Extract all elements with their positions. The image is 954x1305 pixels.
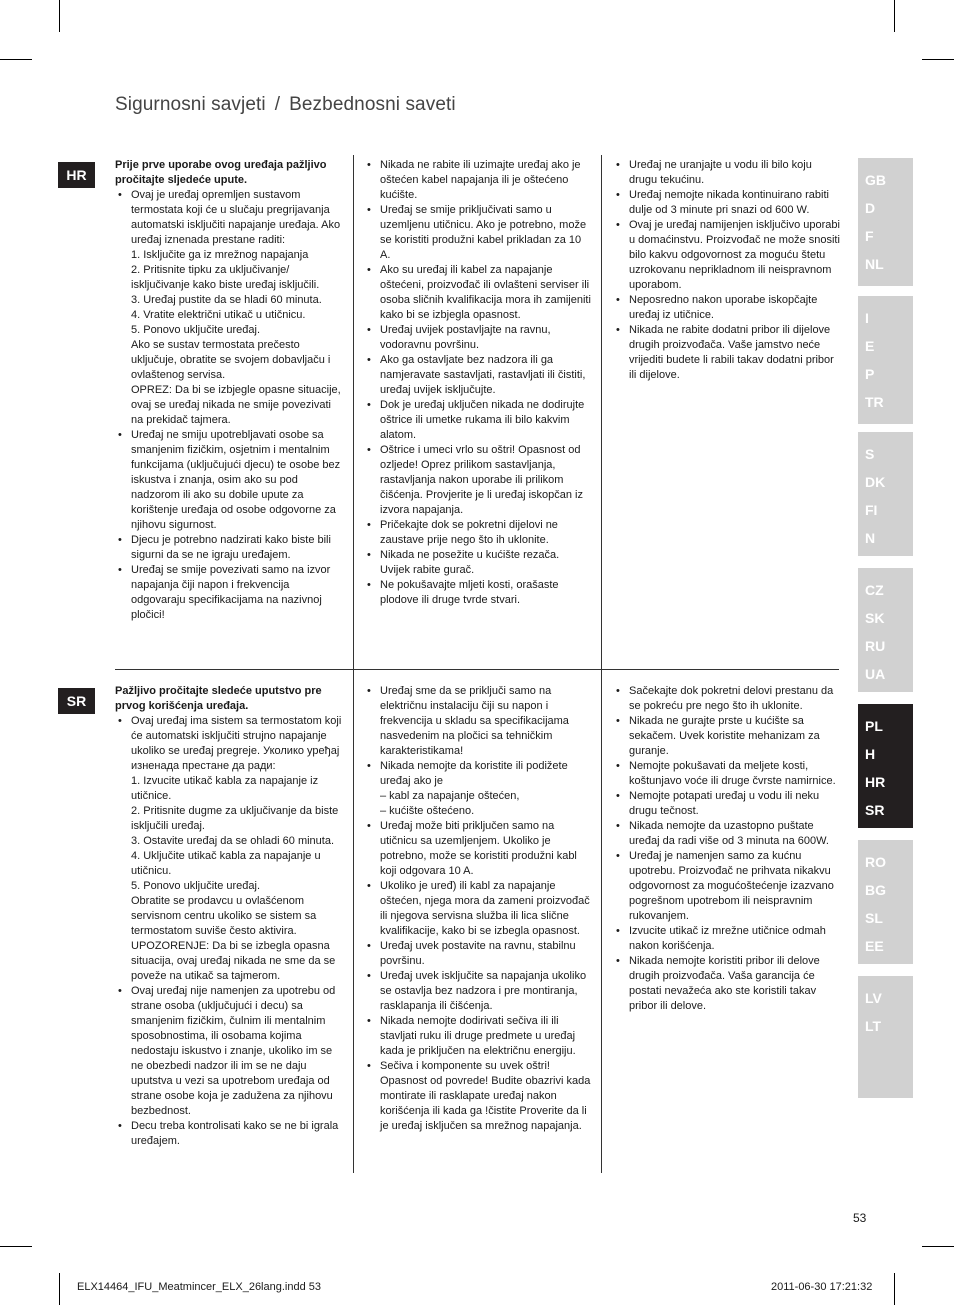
footer-datetime: 2011-06-30 17:21:32 xyxy=(771,1281,873,1293)
list-item xyxy=(613,684,843,714)
list-item xyxy=(364,819,592,879)
list-item xyxy=(115,188,342,428)
language-tab-group[interactable] xyxy=(858,432,913,556)
crop-mark xyxy=(922,59,954,60)
language-tab-group[interactable] xyxy=(858,976,913,1098)
list-item-line: • Uređaj nemojte nikada kontinuirano rabiti dulje od 3 minute pri snazi od 600 W. xyxy=(629,189,829,216)
language-tab-group[interactable] xyxy=(858,704,913,828)
page-number: 53 xyxy=(853,1211,867,1225)
sr-col3-list xyxy=(613,684,843,1014)
list-item-line: 2. Pritisnite dugme za uključivanje da biste isključili uređaj. xyxy=(131,805,339,832)
list-item xyxy=(364,939,592,969)
list-item-line: • Ovaj je uređaj namijenjen isključivo uporabi u domaćinstvu. Proizvođač ne može snositi bilo kakvu odgovornost za moguću štetu uzrokovanu neprikladnom ili neispravnom uporabom. xyxy=(629,219,840,291)
list-item-line: 1. Izvucite utikač kabla za napajanje iz utičnice. xyxy=(131,775,319,802)
hr-lead-text: Prije prve uporabe ovog uređaja pažljivo pročitajte sljedeće upute. xyxy=(115,159,327,186)
language-code: SR xyxy=(865,802,885,818)
language-code: FI xyxy=(865,502,878,518)
list-item-line: • Ovaj uređaj nije namenjen za upotrebu od strane osoba (uključujući i decu) sa smanjenim fizičkim, čulnim ili mentalnim sposobnostima, ili osobama kojima nedostaju iskustvo i znanje, ukoliko im se ne obezbedi nadzor ili im se ne daju uputstva u vezi sa upotrebom uređaja od strane osobe koja je zadužena za njihovu bezbednost. xyxy=(131,985,336,1117)
language-code: S xyxy=(865,446,875,462)
list-item xyxy=(364,759,592,819)
list-item-line: • Ovaj uređaj ima sistem sa termostatom koji će automatski isključiti strujno napajanje ukoliko se uređaj pregreje. Уколико урeђај изненада престане да ради: xyxy=(131,715,342,772)
list-item-line: • Decu treba kontrolisati kako se ne bi igrala uređajem. xyxy=(131,1120,339,1147)
list-item xyxy=(364,879,592,939)
list-item-line: 4. Uključite utikač kabla za napajanje u utičnicu. xyxy=(131,850,321,877)
list-item-line: • Nemojte pokušavati da meljete kosti, koštunjavo voće ili druge čvrste namirnice. xyxy=(629,760,836,787)
sr-column-2 xyxy=(364,684,592,1134)
list-item-line: • Oštrice i umeci vrlo su oštri! Opasnost od ozljede! Oprez prilikom sastavljanja, rastavljanja nakon uporabe ili prilikom čišćenja. Provjerite je li uređaj iskopčan iz izvora napajanja. xyxy=(380,444,583,516)
list-item-line: • Pričekajte dok se pokretni dijelovi ne zaustave prije nego što ih uklonite. xyxy=(380,519,558,546)
hr-language-badge: HR xyxy=(58,162,95,188)
list-item-line: 3. Ostavite uređaj da se ohladi 60 minuta. xyxy=(131,835,335,847)
crop-mark xyxy=(0,59,32,60)
language-code: H xyxy=(865,746,876,762)
crop-mark xyxy=(0,1246,32,1247)
list-item-line: • Uređaj uvek postavite na ravnu, stabilnu površinu. xyxy=(380,940,576,967)
list-item-line: OPREZ: Da bi se izbjegle opasne situacije, ovaj se uređaj nikada ne smije povezivati na prekidač tajmera. xyxy=(131,384,341,426)
hr-column-2 xyxy=(364,158,592,608)
language-code: HR xyxy=(865,774,886,790)
list-item-line: • Ako su uređaj ili kabel za napajanje oštećeni, proizvođač ili ovlašteni serviser ili osoba sličnih kvalifikacija mora ih zamijeniti kako bi se izbjegla opasnost. xyxy=(380,264,591,321)
list-item-line: • Ukoliko je uređ) ili kabl za napajanje oštećen, njega mora da zameni proizvođač ili njegova servisna služba ili lica slične kvalifikacije, kako bi se izbegla opasnost. xyxy=(380,880,590,937)
language-code: BG xyxy=(865,882,886,898)
list-item xyxy=(364,1059,592,1134)
sr-column-3 xyxy=(613,684,843,1014)
list-item xyxy=(115,563,342,623)
language-code: N xyxy=(865,530,876,546)
sr-language-badge: SR xyxy=(58,688,95,714)
list-item xyxy=(364,1014,592,1059)
list-item-line: • Nikada ne gurajte prste u kućište sa sekačem. Uvek koristite mehanizam za guranje. xyxy=(629,715,820,757)
list-item xyxy=(613,954,843,1014)
list-item-line: 3. Uređaj pustite da se hladi 60 minuta. xyxy=(131,294,322,306)
title-left: Sigurnosni savjeti xyxy=(115,94,266,115)
list-item-line: • Djecu je potrebno nadzirati kako biste bili sigurni da se ne igraju uređajem. xyxy=(131,534,331,561)
language-code: I xyxy=(865,310,869,326)
list-item-line: • Nikada nemojte da uzastopno puštate uređaj da radi više od 3 minuta na 600W. xyxy=(629,820,829,847)
list-item xyxy=(364,398,592,443)
list-item xyxy=(613,714,843,759)
language-code: E xyxy=(865,338,875,354)
list-item xyxy=(115,1119,342,1149)
list-item-line: • Dok je uređaj uključen nikada ne dodirujte oštrice ili umetke rukama ili bilo kakvim alatom. xyxy=(380,399,585,441)
crop-mark xyxy=(59,0,60,32)
sr-col2-list xyxy=(364,684,592,1134)
list-item-line: • Izvucite utikač iz mrežne utičnice odmah nakon korišćenja. xyxy=(629,925,826,952)
list-item xyxy=(115,714,342,984)
list-item-line: • Uređaj se smije priključivati samo u uzemljenu utičnicu. Ako je potrebno, može se koristiti produžni kabel prikladan za 10 A. xyxy=(380,204,587,261)
list-item-line: • Uređaj ne uranjajte u vodu ili bilo koju drugu tekućinu. xyxy=(629,159,812,186)
hr-col3-list xyxy=(613,158,843,383)
list-item xyxy=(613,924,843,954)
list-item-line: 2. Pritisnite tipku za uključivanje/ isključivanje kako biste uređaj isključili. xyxy=(131,264,320,291)
language-tab-group[interactable] xyxy=(858,840,913,964)
list-item xyxy=(613,293,843,323)
language-code: DK xyxy=(865,474,886,490)
list-item xyxy=(115,984,342,1119)
list-item-line: • Uređaj uvijek postavljajte na ravnu, vodoravnu površinu. xyxy=(380,324,551,351)
list-item-line: • Nikada nemojte koristiti pribor ili delove drugih proizvođača. Vaša garancija će postati nevažeća ako ste koristili takav pribor ili delove. xyxy=(629,955,820,1012)
language-code: CZ xyxy=(865,582,884,598)
list-item-line: • Nikada ne posežite u kućište rezača. Uvijek rabite gurač. xyxy=(380,549,560,576)
list-item-line: • Uređaj može biti priključen samo na utičnicu sa uzemljenjem. Ukoliko je potrebno, može se koristiti produžni kabl koji odgovara 10 A. xyxy=(380,820,577,877)
footer-filename: ELX14464_IFU_Meatmincer_ELX_26lang.indd 53 xyxy=(77,1281,321,1293)
list-item xyxy=(613,789,843,819)
list-item xyxy=(364,684,592,759)
list-item-line: UPOZORENJE: Da bi se izbegla opasna situacija, ovaj uređaj nikada ne sme da se poveže na utikač sa tajmerom. xyxy=(131,940,336,982)
list-item xyxy=(364,158,592,203)
language-code: EE xyxy=(865,938,884,954)
list-item xyxy=(364,263,592,323)
list-item-line: – kućište oštećeno. xyxy=(380,805,475,817)
list-item-line: 5. Ponovo uključite uređaj. xyxy=(131,324,261,336)
column-divider xyxy=(601,155,602,669)
list-item xyxy=(364,969,592,1014)
list-item-line: Obratite se prodavcu u ovlašćenom servisnom centru ukoliko se sistem sa termostatom suviše često aktivira. xyxy=(131,895,317,937)
language-code: GB xyxy=(865,172,886,188)
language-code: SL xyxy=(865,910,883,926)
list-item xyxy=(613,218,843,293)
list-item-line: 1. Isključite ga iz mrežnog napajanja xyxy=(131,249,309,261)
list-item-line: • Nikada ne rabite dodatni pribor ili dijelove drugih proizvođača. Vaše jamstvo neće vrijediti budete li rabili takav dodatni pribor ili dijelove. xyxy=(629,324,834,381)
list-item-line: • Sačekajte dok pokretni delovi prestanu da se pokreću pre nego što ih uklonite. xyxy=(629,685,834,712)
hr-column-1 xyxy=(115,158,342,623)
list-item-line: 5. Ponovo uključite uređaj. xyxy=(131,880,261,892)
list-item xyxy=(613,819,843,849)
language-code: TR xyxy=(865,394,884,410)
list-item-line: • Nikada nemojte dodirivati sečiva ili ili stavljati ruku ili druge predmete u uređaj kada je priključen na električnu energiju. xyxy=(380,1015,576,1057)
list-item-line: – kabl za napajanje oštećen, xyxy=(380,790,520,802)
column-divider xyxy=(601,670,602,1173)
list-item xyxy=(613,759,843,789)
list-item-line: • Nikada nemojte da koristite ili podižete uređaj ako je xyxy=(380,760,568,787)
list-item xyxy=(364,203,592,263)
column-divider xyxy=(353,670,354,1173)
page-title xyxy=(115,94,456,116)
title-right: Bezbednosni saveti xyxy=(289,94,456,115)
list-item-line: • Uređaj ne smiju upotrebljavati osobe sa smanjenim fizičkim, osjetnim i mentalnim funkcijama (uključujući djecu) te osobe bez iskustva i znanja, osim ako su pod nadzorom ili ako su dobile upute za korištenje uređaja od osobe odgovorne za njihovu sigurnost. xyxy=(131,429,341,531)
language-tab-group[interactable] xyxy=(858,158,913,286)
list-item xyxy=(364,353,592,398)
list-item xyxy=(364,323,592,353)
sr-col1-list xyxy=(115,714,342,1149)
list-item-line: 4. Vratite električni utikač u utičnicu. xyxy=(131,309,306,321)
list-item xyxy=(613,849,843,924)
list-item xyxy=(115,428,342,533)
column-divider xyxy=(353,155,354,669)
language-code: LV xyxy=(865,990,882,1006)
hr-col1-list xyxy=(115,188,342,623)
list-item-line: • Ovaj je uređaj opremljen sustavom termostata koji će u slučaju pregrijavanja automatski isključiti napajanje uređaja. Ako uređaj iznenada prestane raditi: xyxy=(131,189,341,246)
language-code: SK xyxy=(865,610,885,626)
crop-mark xyxy=(894,1273,895,1305)
crop-mark xyxy=(922,1246,954,1247)
list-item-line: • Uređaj je namenjen samo za kućnu upotrebu. Proizvođač ne prihvata nikakvu odgovornost za mogućoštećenje izazvano pogrešnom upotrebom ili neispravnim rukovanjem. xyxy=(629,850,834,922)
language-code: NL xyxy=(865,256,884,272)
list-item xyxy=(613,158,843,188)
list-item-line: • Uređaj uvek isključite sa napajanja ukoliko se ostavlja bez nadzora i pre montiranja, rasklapanja ili čišćenja. xyxy=(380,970,587,1012)
hr-col2-list xyxy=(364,158,592,608)
list-item-line: • Ne pokušavajte mljeti kosti, orašaste plodove ili druge tvrde stvari. xyxy=(380,579,559,606)
language-code: P xyxy=(865,366,875,382)
list-item xyxy=(364,518,592,548)
crop-mark xyxy=(59,1273,60,1305)
list-item-line: Ako se sustav termostata prečesto uključuje, obratite se svojem dobavljaču i ovlaštenog servisa. xyxy=(131,339,331,381)
language-tab-group[interactable] xyxy=(858,296,913,424)
list-item xyxy=(613,188,843,218)
list-item-line: • Uređaj se smije povezivati samo na izvor napajanja čiji napon i frekvencija odgovaraju specifikacijama na nazivnoj pločici! xyxy=(131,564,331,621)
list-item-line: • Ako ga ostavljate bez nadzora ili ga namjeravate sastavljati, rastavljati ili čistiti, uređaj uvijek isključujte. xyxy=(380,354,586,396)
list-item-line: • Nikada ne rabite ili uzimajte uređaj ako je oštećen kabel napajanja ili je oštećeno kućište. xyxy=(380,159,581,201)
sr-lead-text: Pažljivo pročitajte sledeće uputstvo pre prvog korišćenja uređaja. xyxy=(115,685,322,712)
list-item xyxy=(115,533,342,563)
crop-mark xyxy=(894,0,895,32)
list-item xyxy=(364,548,592,578)
language-code: UA xyxy=(865,666,886,682)
language-code: RO xyxy=(865,854,886,870)
language-code: PL xyxy=(865,718,883,734)
list-item-line: • Nemojte potapati uređaj u vodu ili neku drugu tečnost. xyxy=(629,790,820,817)
list-item xyxy=(364,443,592,518)
list-item-line: • Uređaj sme da se priključi samo na električnu instalaciju čiji su napon i frekvencija u skladu sa specifikacijama nasvedenim na pločici sa tehničkim karakteristikama! xyxy=(380,685,569,757)
language-code: LT xyxy=(865,1018,882,1034)
language-code: F xyxy=(865,228,874,244)
list-item-line: • Neposredno nakon uporabe iskopčajte uređaj iz utičnice. xyxy=(629,294,818,321)
language-code: RU xyxy=(865,638,886,654)
section-divider xyxy=(115,669,839,670)
list-item-line: • Sečiva i komponente su uvek oštri! Opasnost od povrede! Budite obazrivi kada montirate ili rasklapate uređaj nakon korišćenja ili kada ga !čistite Proverite da li je uređaj isključen sa mrežnog napajanja. xyxy=(380,1060,591,1132)
language-tab-group[interactable] xyxy=(858,568,913,692)
title-separator: / xyxy=(274,94,281,115)
language-code: D xyxy=(865,200,876,216)
list-item xyxy=(613,323,843,383)
list-item xyxy=(364,578,592,608)
hr-column-3 xyxy=(613,158,843,383)
sr-column-1 xyxy=(115,684,342,1149)
